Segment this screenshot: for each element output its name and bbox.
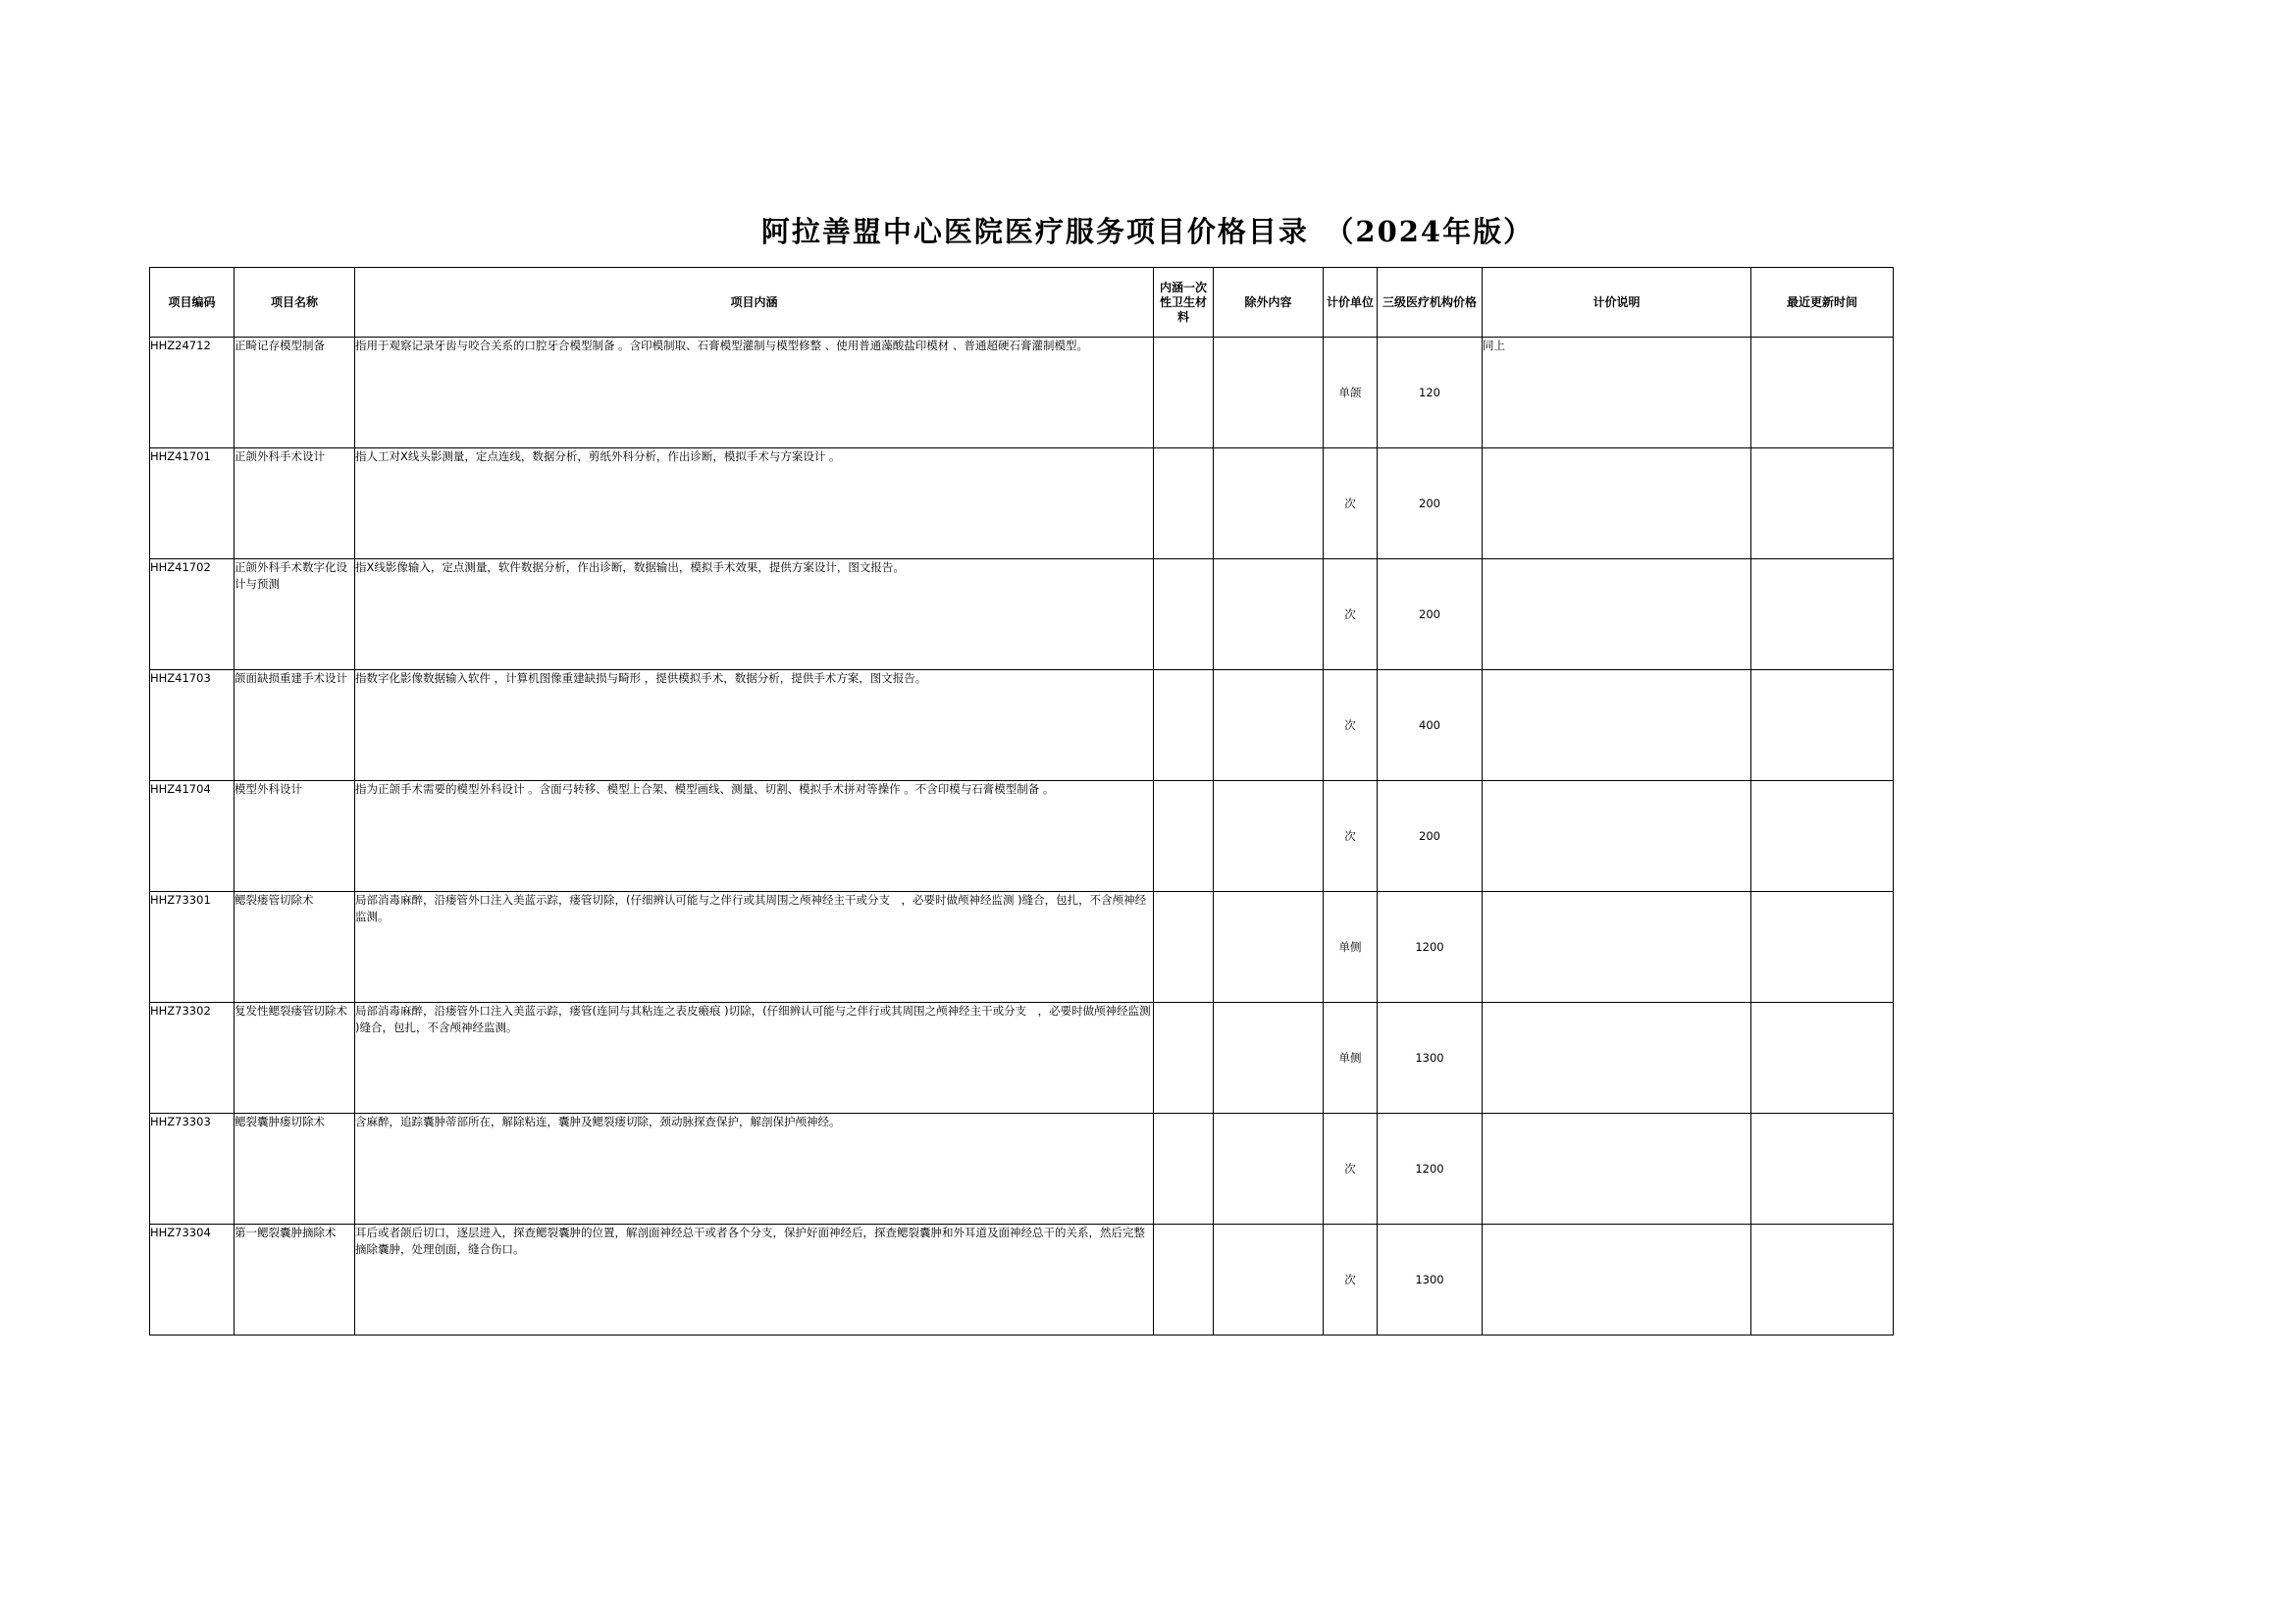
cell-materials: [1154, 1003, 1214, 1114]
cell-code: HHZ24712: [150, 338, 235, 448]
cell-unit: 单侧: [1324, 892, 1378, 1003]
table-row: [150, 1003, 1894, 1114]
cell-price: 1200: [1378, 1114, 1483, 1225]
cell-content: 指用于观察记录牙齿与咬合关系的口腔牙合模型制备 。含印模制取、石膏模型灌制与模型修整 、使用普通藻酸盐印模材 、普通超硬石膏灌制模型。: [355, 338, 1154, 448]
cell-content: 局部消毒麻醉，沿瘘管外口注入美蓝示踪，瘘管切除，(仔细辨认可能与之伴行或其周围之颅神经主干或分支 ，必要时做颅神经监测 )缝合，包扎，不含颅神经监测。: [355, 892, 1154, 1003]
cell-unit: 次: [1324, 781, 1378, 892]
cell-updated: [1751, 559, 1894, 670]
cell-exclusions: [1214, 448, 1324, 559]
cell-content: 指人工对X线头影测量，定点连线，数据分析，剪纸外科分析，作出诊断，模拟手术与方案设计 。: [355, 448, 1154, 559]
cell-content: 局部消毒麻醉，沿瘘管外口注入美蓝示踪，瘘管(连同与其粘连之表皮瘢痕 )切除，(仔细辨认可能与之伴行或其周围之颅神经主干或分支 ，必要时做颅神经监测 )缝合，包扎，不含颅神经监测。: [355, 1003, 1154, 1114]
cell-exclusions: [1214, 1225, 1324, 1336]
table-row: [150, 338, 1894, 448]
cell-exclusions: [1214, 338, 1324, 448]
cell-exclusions: [1214, 1003, 1324, 1114]
cell-materials: [1154, 1225, 1214, 1336]
header-code: 项目编码: [150, 268, 235, 338]
cell-materials: [1154, 338, 1214, 448]
cell-materials: [1154, 892, 1214, 1003]
cell-materials: [1154, 1114, 1214, 1225]
cell-code: HHZ41702: [150, 559, 235, 670]
cell-price: 200: [1378, 559, 1483, 670]
cell-unit: 单侧: [1324, 1003, 1378, 1114]
cell-code: HHZ41703: [150, 670, 235, 781]
cell-exclusions: [1214, 892, 1324, 1003]
cell-price: 1300: [1378, 1225, 1483, 1336]
cell-price: 120: [1378, 338, 1483, 448]
table-row: [150, 448, 1894, 559]
cell-notes: [1483, 1225, 1751, 1336]
cell-updated: [1751, 670, 1894, 781]
cell-content: 指数字化影像数据输入软件 ，计算机图像重建缺损与畸形 ，提供模拟手术，数据分析，提供手术方案，图文报告。: [355, 670, 1154, 781]
header-materials: 内涵一次性卫生材料: [1154, 268, 1214, 338]
header-updated: 最近更新时间: [1751, 268, 1894, 338]
cell-updated: [1751, 1003, 1894, 1114]
cell-materials: [1154, 559, 1214, 670]
cell-code: HHZ73304: [150, 1225, 235, 1336]
cell-notes: [1483, 1003, 1751, 1114]
cell-notes: [1483, 448, 1751, 559]
cell-price: 200: [1378, 781, 1483, 892]
cell-unit: 次: [1324, 448, 1378, 559]
cell-name: 第一鳃裂囊肿摘除术: [235, 1225, 355, 1336]
table-row: [150, 781, 1894, 892]
price-catalog-table: [149, 267, 1894, 1336]
cell-updated: [1751, 448, 1894, 559]
cell-notes: [1483, 559, 1751, 670]
cell-notes: [1483, 1114, 1751, 1225]
header-exclusions: 除外内容: [1214, 268, 1324, 338]
cell-content: 耳后或者颌后切口，逐层进入，探查鳃裂囊肿的位置，解剖面神经总干或者各个分支，保护好面神经后，探查鳃裂囊肿和外耳道及面神经总干的关系，然后完整摘除囊肿，处理创面，缝合伤口。: [355, 1225, 1154, 1336]
cell-name: 复发性鳃裂瘘管切除术: [235, 1003, 355, 1114]
cell-code: HHZ73302: [150, 1003, 235, 1114]
cell-exclusions: [1214, 1114, 1324, 1225]
table-row: [150, 1114, 1894, 1225]
cell-unit: 次: [1324, 559, 1378, 670]
cell-content: 含麻醉，追踪囊肿蒂部所在，解除粘连，囊肿及鳃裂瘘切除，颈动脉探查保护，解剖保护颅神经。: [355, 1114, 1154, 1225]
cell-price: 1200: [1378, 892, 1483, 1003]
cell-exclusions: [1214, 670, 1324, 781]
cell-materials: [1154, 781, 1214, 892]
table-row: [150, 1225, 1894, 1336]
header-row: [150, 268, 1894, 338]
cell-updated: [1751, 781, 1894, 892]
cell-exclusions: [1214, 781, 1324, 892]
cell-materials: [1154, 670, 1214, 781]
header-notes: 计价说明: [1483, 268, 1751, 338]
cell-name: 颌面缺损重建手术设计: [235, 670, 355, 781]
cell-name: 正颌外科手术设计: [235, 448, 355, 559]
cell-unit: 次: [1324, 670, 1378, 781]
header-name: 项目名称: [235, 268, 355, 338]
cell-name: 鳃裂瘘管切除术: [235, 892, 355, 1003]
cell-updated: [1751, 892, 1894, 1003]
table-row: [150, 892, 1894, 1003]
cell-notes: [1483, 781, 1751, 892]
cell-updated: [1751, 338, 1894, 448]
cell-code: HHZ73303: [150, 1114, 235, 1225]
cell-name: 正畸记存模型制备: [235, 338, 355, 448]
header-content: 项目内涵: [355, 268, 1154, 338]
cell-code: HHZ41701: [150, 448, 235, 559]
cell-notes: [1483, 892, 1751, 1003]
cell-unit: 次: [1324, 1225, 1378, 1336]
cell-price: 400: [1378, 670, 1483, 781]
header-unit: 计价单位: [1324, 268, 1378, 338]
cell-updated: [1751, 1225, 1894, 1336]
header-price: 三级医疗机构价格: [1378, 268, 1483, 338]
table-row: [150, 670, 1894, 781]
document-title: 阿拉善盟中心医院医疗服务项目价格目录 （2024年版）: [760, 215, 1535, 248]
cell-content: 指为正颌手术需要的模型外科设计 。含面弓转移、模型上合架、模型画线、测量、切割、模拟手术拼对等操作 。不含印模与石膏模型制备 。: [355, 781, 1154, 892]
cell-notes: 同上: [1483, 338, 1751, 448]
cell-exclusions: [1214, 559, 1324, 670]
cell-code: HHZ41704: [150, 781, 235, 892]
cell-name: 模型外科设计: [235, 781, 355, 892]
cell-price: 1300: [1378, 1003, 1483, 1114]
cell-materials: [1154, 448, 1214, 559]
table-row: [150, 559, 1894, 670]
cell-notes: [1483, 670, 1751, 781]
cell-unit: 次: [1324, 1114, 1378, 1225]
cell-price: 200: [1378, 448, 1483, 559]
cell-name: 鳃裂囊肿瘘切除术: [235, 1114, 355, 1225]
cell-name: 正颌外科手术数字化设计与预测: [235, 559, 355, 670]
cell-updated: [1751, 1114, 1894, 1225]
cell-unit: 单颌: [1324, 338, 1378, 448]
cell-code: HHZ73301: [150, 892, 235, 1003]
cell-content: 指X线影像输入，定点测量，软件数据分析，作出诊断，数据输出，模拟手术效果，提供方案设计，图文报告。: [355, 559, 1154, 670]
